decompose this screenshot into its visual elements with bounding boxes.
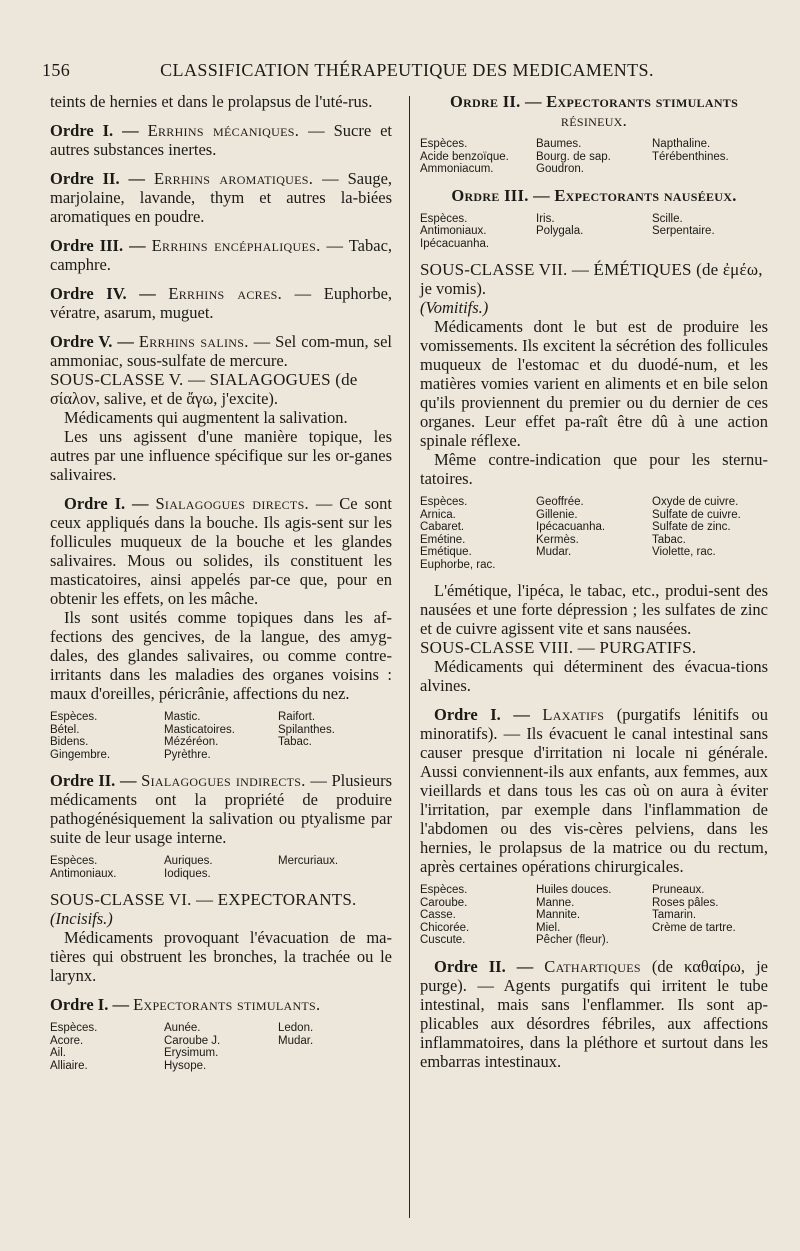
species-item <box>652 559 768 572</box>
species-item: Gillenie. <box>536 508 578 521</box>
species-item: Napthaline. <box>652 138 711 150</box>
species-item: Cuscute. <box>420 934 466 946</box>
column-divider <box>409 96 410 1218</box>
species-item: Ledon. <box>278 1022 314 1034</box>
ordre-errhins-aromatiques <box>50 169 392 226</box>
species-list-emetiques <box>420 496 768 571</box>
ordre-name: Sialagogues directs. <box>155 494 309 513</box>
ordre-text: — Euphorbe, vératre, asarum, muguet. <box>50 284 393 322</box>
species-item: Espèces. <box>420 496 468 508</box>
ordre-name: Expectorants stimulants. <box>133 995 321 1014</box>
species-item: Oxyde de cuivre. <box>652 496 739 508</box>
ordre-label: Ordre II. — <box>50 169 146 188</box>
paragraph: Médicaments dont le but est de produire les vomissements. Ils excitent la sécrétion des follicules muqueux de l'estomac et du duodé-num, et les matières vomies varient en aliments et en bile selon qu'ils proviennent du premier ou du dernier de ces organes. Leur effet pa-raît être dû à une action spinale réflexe. <box>420 317 768 450</box>
sous-classe-vii-title: SOUS-CLASSE VII. — ÉMÉTIQUES (de ἐμέω, <box>420 260 763 279</box>
species-list-expectorants-stimulants <box>50 1022 392 1072</box>
ordre-cathartiques <box>420 957 768 1071</box>
ordre-errhins-mecaniques <box>50 121 392 159</box>
species-item: Violette, rac. <box>652 546 716 558</box>
ordre-label: Ordre IV. — <box>50 284 156 303</box>
species-item: Mercuriaux. <box>278 855 339 867</box>
species-list-sialagogues-indirects <box>50 855 392 880</box>
species-item: Emétique. <box>420 546 472 558</box>
sous-classe-viii-title: SOUS-CLASSE VIII. — PURGATIFS. <box>420 638 697 657</box>
paragraph: Même contre-indication que pour les sternu-tatoires. <box>420 450 768 488</box>
species-item: Bétel. <box>50 723 80 736</box>
ordre-name: Errhins acres. <box>168 284 283 303</box>
ordre-name: Errhins salins. <box>138 332 249 351</box>
species-item: Crème de tartre. <box>652 921 736 934</box>
species-item: Baumes. <box>536 138 582 150</box>
ordre-label: Ordre II. — <box>434 956 534 976</box>
ordre-errhins-acres <box>50 284 392 322</box>
ordre-text: — Sucre et autres substances inertes. <box>50 121 393 159</box>
ordre-laxatifs <box>420 705 768 876</box>
species-item: Iris. <box>536 212 555 225</box>
ordre-text: — Sauge, marjolaine, lavande, thym et autres la-biées aromatiques en poudre. <box>50 169 393 226</box>
intro-text: teints de hernies et dans le prolapsus de l'uté-rus. <box>50 92 373 111</box>
ordre-name: Errhins aromatiques. <box>154 169 314 188</box>
species-item: Miel. <box>536 921 561 934</box>
species-item: Tabac. <box>278 736 312 748</box>
species-item: Erysimum. <box>164 1047 219 1059</box>
species-item: Tamarin. <box>652 909 697 921</box>
species-item: Goudron. <box>536 163 584 175</box>
paragraph: Médicaments provoquant l'évacuation de ma-tières qui obstruent les bronches, la trachée ou le larynx. <box>50 928 392 985</box>
paragraph: Médicaments qui déterminent des évacua-tions alvines. <box>420 657 768 695</box>
species-item <box>278 868 392 881</box>
species-item: Ail. <box>50 1047 66 1059</box>
species-list-expectorants-resineux <box>420 138 768 176</box>
species-item: Mézéréon. <box>164 736 219 748</box>
species-item: Roses pâles. <box>652 896 719 909</box>
species-item: Polygala. <box>536 225 584 237</box>
page-number: 156 <box>42 60 71 80</box>
species-item: Chicorée. <box>420 921 470 934</box>
ordre-name: Laxatifs <box>542 705 605 724</box>
species-list-laxatifs <box>420 884 768 947</box>
species-item: Espèces. <box>50 711 98 723</box>
ordre-name: Errhins mécaniques. <box>147 121 300 140</box>
ordre-expectorants-stimulants <box>50 995 392 1014</box>
species-item: Antimoniaux. <box>420 225 487 237</box>
species-item: Bourg. de sap. <box>536 150 611 163</box>
species-item: Kermès. <box>536 533 579 546</box>
species-item: Sulfate de zinc. <box>652 521 731 533</box>
ordre-label: Ordre I. — <box>64 494 149 513</box>
species-item: Espèces. <box>420 212 468 225</box>
species-item: Ipécacuanha. <box>420 237 490 250</box>
species-item: Mudar. <box>278 1034 314 1047</box>
ordre-text: — Sel com-mun, sel ammoniac, sous-sulfate de mercure. <box>50 332 392 370</box>
sous-classe-vii-subtitle-2: (Vomitifs.) <box>420 298 489 317</box>
species-item <box>278 1060 392 1073</box>
species-item <box>536 238 652 251</box>
species-item: Spilanthes. <box>278 723 335 736</box>
species-item: Pêcher (fleur). <box>536 934 609 946</box>
sous-classe-vi-title: SOUS-CLASSE VI. — EXPECTORANTS. <box>50 890 357 909</box>
species-item: Casse. <box>420 909 456 921</box>
species-item: Térébenthines. <box>652 150 729 163</box>
sous-classe-vii-subtitle: je vomis). <box>420 279 486 298</box>
ordre-text: (purgatifs lénitifs ou minoratifs). — Ils évacuent le canal intestinal sans causer presque d'irritation ni locale ni générale. Aussi conviennent-ils aux enfants, aux femmes, aux vieillards et dans tous les cas où on aura à éviter l'irritation, par exemple dans l'inflammation de l'abdomen ou des vis-cères pelviens, dans les hernies, le prolapsus de la matrice ou du rectum, après certaines opérations chirurgicales. <box>420 705 769 876</box>
species-item <box>652 238 768 251</box>
species-item: Acore. <box>50 1034 84 1047</box>
species-item: Bidens. <box>50 736 89 748</box>
ordre-name: Ordre II. — Expectorants stimulants <box>449 92 739 111</box>
species-item: Masticatoires. <box>164 723 235 736</box>
ordre-label: Ordre II. — <box>50 771 137 790</box>
species-item: Huiles douces. <box>536 884 612 896</box>
species-item: Emétine. <box>420 533 466 546</box>
species-item: Mudar. <box>536 546 572 558</box>
ordre-text: — Ce sont ceux appliqués dans la bouche. Ils agis-sent sur les follicules muqueux de la bouche et les glandes salivaires. Mous ou solides, ils constituent les masticatoires, ainsi appelés par-ce que, pour en obtenir les effets, on les mâche. <box>50 494 393 608</box>
species-item: Auriques. <box>164 855 213 867</box>
sous-classe-v-title: SOUS-CLASSE V. — SIALAGOGUES (de <box>50 370 358 389</box>
ordre-text: — Tabac, camphre. <box>50 236 393 274</box>
species-item: Espèces. <box>50 855 98 867</box>
ordre-name: Errhins encéphaliques. <box>151 236 321 255</box>
species-item: Hysope. <box>164 1059 207 1072</box>
species-item: Aunée. <box>164 1022 201 1034</box>
ordre-errhins-salins <box>50 332 392 370</box>
right-column <box>420 92 768 1071</box>
ordre-sialagogues-indirects <box>50 771 392 847</box>
ordre-expectorants-resineux-title-line2: résineux. <box>560 111 628 130</box>
paragraph: Ils sont usités comme topiques dans les af-fections des gencives, de la langue, des amyg-dales, des glandes salivaires, ou comme contre-irritants dans les maladies des organes voisins : maux d'oreilles, péricrânie, affections du nez. <box>50 608 392 703</box>
species-item <box>652 163 768 176</box>
species-item: Tabac. <box>652 533 686 546</box>
species-item: Acide benzoïque. <box>420 150 509 163</box>
species-list-sialagogues-directs <box>50 711 392 761</box>
species-item: Euphorbe, rac. <box>420 558 496 571</box>
ordre-text: — Plusieurs médicaments ont la propriété de produire pathogénésiquement la salivation ou ptyalisme par suite de leur usage interne. <box>50 771 393 847</box>
ordre-errhins-encephaliques <box>50 236 392 274</box>
species-item: Scille. <box>652 212 683 225</box>
species-item: Alliaire. <box>50 1059 88 1072</box>
ordre-sialagogues-directs <box>50 494 392 608</box>
ordre-label: Ordre I. — <box>50 121 139 140</box>
species-item: Ammoniacum. <box>420 163 494 175</box>
paragraph: Les uns agissent d'une manière topique, les autres par une influence spécifique sur les or-ganes salivaires. <box>50 427 392 484</box>
ordre-label: Ordre I. — <box>434 705 530 724</box>
sous-classe-v-subtitle: σίαλον, salive, et de ἄγω, j'excite). <box>50 389 279 408</box>
sous-classe-vi-subtitle: (Incisifs.) <box>50 909 113 928</box>
ordre-label: Ordre V. — <box>50 332 134 351</box>
species-item <box>652 934 768 947</box>
species-item <box>278 749 392 762</box>
species-item <box>536 559 652 572</box>
ordre-name: Ordre III. — Expectorants nauséeux. <box>451 185 737 205</box>
species-item <box>278 1047 392 1060</box>
ordre-label: Ordre III. — <box>50 236 146 255</box>
left-column <box>50 92 392 1082</box>
ordre-name: Cathartiques <box>544 956 641 976</box>
species-item: Espèces. <box>420 138 468 150</box>
paragraph: Médicaments qui augmentent la salivation. <box>64 408 348 427</box>
ordre-name: Sialagogues indirects. <box>141 771 306 790</box>
species-item: Serpentaire. <box>652 225 715 237</box>
ordre-expectorants-resineux-title <box>420 92 768 111</box>
paragraph: L'émétique, l'ipéca, le tabac, etc., produi-sent des nausées et une forte dépression ; les sulfates de zinc et de cuivre agissent vite et sans nausées. <box>420 581 768 638</box>
ordre-text: (de καθαίρω, je purge). — Agents purgatifs qui irritent le tube intestinal, mais sans l'enflammer. Ils sont ap-plicables aux désordres fébriles, aux affections inflammatoires, dans la pléthore et surtout dans les embarras intestinaux. <box>420 956 768 1071</box>
species-item: Antimoniaux. <box>50 867 117 880</box>
species-item: Caroube J. <box>164 1034 221 1047</box>
species-item: Cabaret. <box>420 521 465 533</box>
species-item: Arnica. <box>420 508 456 521</box>
species-item: Pruneaux. <box>652 884 705 896</box>
species-item: Pyrèthre. <box>164 748 211 761</box>
ordre-label: Ordre I. — <box>50 995 129 1014</box>
species-item: Mannite. <box>536 909 581 921</box>
species-item: Espèces. <box>50 1022 98 1034</box>
species-item: Mastic. <box>164 711 201 723</box>
species-item: Manne. <box>536 896 575 909</box>
species-item: Ipécacuanha. <box>536 521 606 533</box>
page-header <box>42 58 772 84</box>
species-item: Geoffrée. <box>536 496 584 508</box>
species-item: Espèces. <box>420 884 468 896</box>
species-item: Gingembre. <box>50 748 111 761</box>
page-title: CLASSIFICATION THÉRAPEUTIQUE DES MEDICAMENTS. <box>160 60 654 80</box>
species-list-expectorants-nauseeux <box>420 213 768 251</box>
species-item: Iodiques. <box>164 867 211 880</box>
species-item: Caroube. <box>420 896 468 909</box>
species-item: Raifort. <box>278 711 316 723</box>
species-item: Sulfate de cuivre. <box>652 508 741 521</box>
ordre-expectorants-nauseeux-title <box>420 186 768 205</box>
